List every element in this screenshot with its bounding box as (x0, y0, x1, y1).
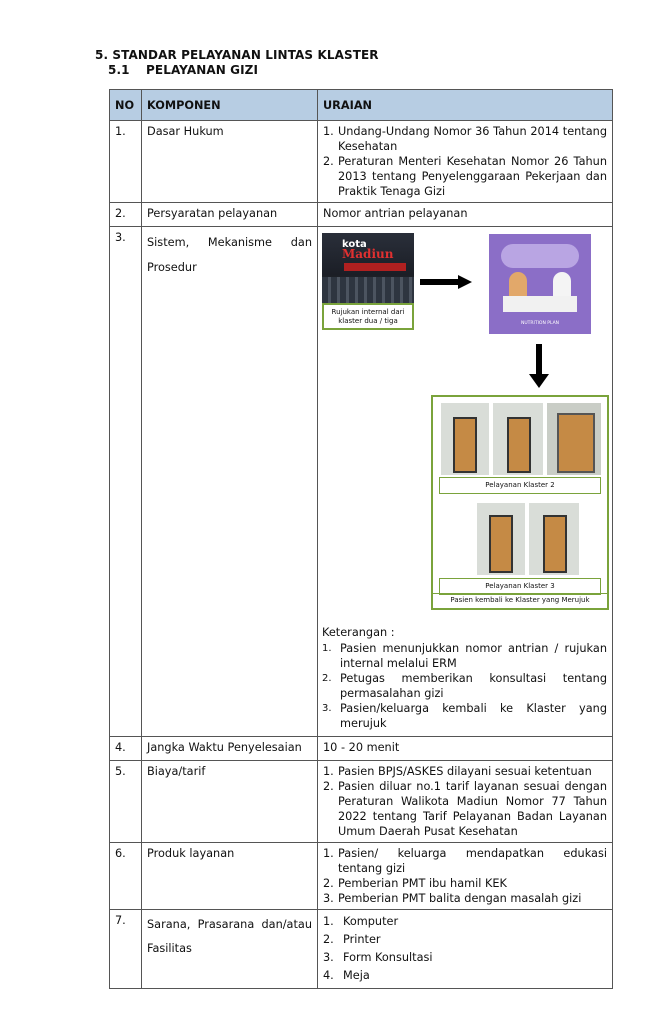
table-row (110, 227, 613, 737)
row-no: 4. (110, 737, 142, 761)
list-item: 2. Pemberian PMT ibu hamil KEK (323, 877, 507, 890)
table-row (110, 737, 613, 761)
row-no: 3. (110, 227, 142, 737)
row-komponen: Produk layanan (142, 843, 318, 910)
table-row (110, 761, 613, 843)
row-komponen (142, 910, 318, 989)
dinkes-banner-image (322, 233, 414, 303)
row-komponen: Jangka Waktu Penyelesaian (142, 737, 318, 761)
cluster-3-caption: Pelayanan Klaster 3 (439, 578, 601, 595)
row-no: 6. (110, 843, 142, 910)
door-photo (547, 403, 601, 475)
subsection-title (108, 63, 258, 77)
cluster-services-panel (431, 395, 609, 610)
subsection-number: 5.1 (108, 63, 130, 77)
list-item: 1. Pasien menunjukkan nomor antrian / rujukan internal melalui ERM (322, 642, 607, 670)
list-item: 4. Meja (323, 969, 370, 982)
row-uraian (318, 843, 613, 910)
service-standard-table (109, 89, 613, 989)
door-photo (529, 503, 579, 575)
banner-logo-top: kota (342, 239, 367, 250)
row-komponen (142, 227, 318, 737)
desk (503, 296, 577, 312)
row-uraian (318, 761, 613, 843)
row-no: 1. (110, 121, 142, 203)
arrow-down-icon (529, 344, 549, 388)
list-item: 2. Petugas memberikan konsultasi tentang permasalahan gizi (322, 672, 607, 700)
row-uraian (318, 910, 613, 989)
table-row (110, 203, 613, 227)
list-item: 1. Komputer (323, 915, 399, 928)
list-item: 2. Pasien diluar no.1 tarif layanan sesuai dengan Peraturan Walikota Madiun Nomor 77 Tahun 2022 tentang Tarif Pelayanan Badan Layanan Umum Daerah Pusat Kesehatan (323, 780, 607, 838)
list-item: 2. Peraturan Menteri Kesehatan Nomor 26 Tahun 2013 tentang Penyelenggaraan Pekerjaan dan Praktik Tenaga Gizi (323, 155, 607, 198)
table-header-row (110, 90, 613, 121)
row-komponen: Persyaratan pelayanan (142, 203, 318, 227)
banner-building (322, 277, 414, 303)
row-no: 5. (110, 761, 142, 843)
row-komponen-text: Sarana, Prasarana dan/atau Fasilitas (147, 918, 312, 955)
list-item: 3. Form Konsultasi (323, 951, 433, 964)
header-uraian: URAIAN (318, 90, 613, 121)
header-komponen: KOMPONEN (142, 90, 318, 121)
cluster-2-caption: Pelayanan Klaster 2 (439, 477, 601, 494)
banner-logo-main: Madiun (342, 247, 394, 261)
section-title: 5. STANDAR PELAYANAN LINTAS KLASTER (95, 48, 379, 62)
return-caption: Pasien kembali ke Klaster yang Merujuk (433, 593, 607, 608)
table-row (110, 843, 613, 910)
list-item: 2. Printer (323, 933, 381, 946)
list-item: 3. Pasien/keluarga kembali ke Klaster yang merujuk (322, 702, 607, 730)
referral-caption: Rujukan internal dari klaster dua / tiga (322, 303, 414, 330)
table-row (110, 121, 613, 203)
header-no: NO (110, 90, 142, 121)
list-item: 1. Undang-Undang Nomor 36 Tahun 2014 tentang Kesehatan (323, 125, 607, 153)
nutrition-plan-label: NUTRITION PLAN (520, 321, 560, 326)
door-photo (493, 403, 543, 475)
row-uraian: Nomor antrian pelayanan (318, 203, 613, 227)
row-no: 7. (110, 910, 142, 989)
row-uraian: 10 - 20 menit (318, 737, 613, 761)
row-uraian (318, 121, 613, 203)
arrow-right-icon (420, 275, 472, 289)
subsection-label: PELAYANAN GIZI (146, 63, 259, 77)
notes-label: Keterangan : (322, 626, 395, 639)
list-item: 1. Pasien/ keluarga mendapatkan edukasi tentang gizi (323, 847, 607, 875)
door-photo (441, 403, 489, 475)
table-row (110, 910, 613, 989)
notes (322, 625, 607, 731)
procedure-flow (322, 227, 608, 730)
nutrition-plan-illustration (489, 234, 591, 334)
list-item: 1. Pasien BPJS/ASKES dilayani sesuai ketentuan (323, 765, 592, 778)
food-icons (501, 244, 579, 268)
row-komponen-text: Sistem, Mekanisme dan Prosedur (147, 236, 312, 274)
door-photo (477, 503, 525, 575)
banner-ribbon (344, 263, 406, 271)
row-komponen: Biaya/tarif (142, 761, 318, 843)
row-komponen: Dasar Hukum (142, 121, 318, 203)
list-item: 3. Pemberian PMT balita dengan masalah gizi (323, 892, 582, 905)
row-no: 2. (110, 203, 142, 227)
row-uraian (318, 227, 613, 737)
